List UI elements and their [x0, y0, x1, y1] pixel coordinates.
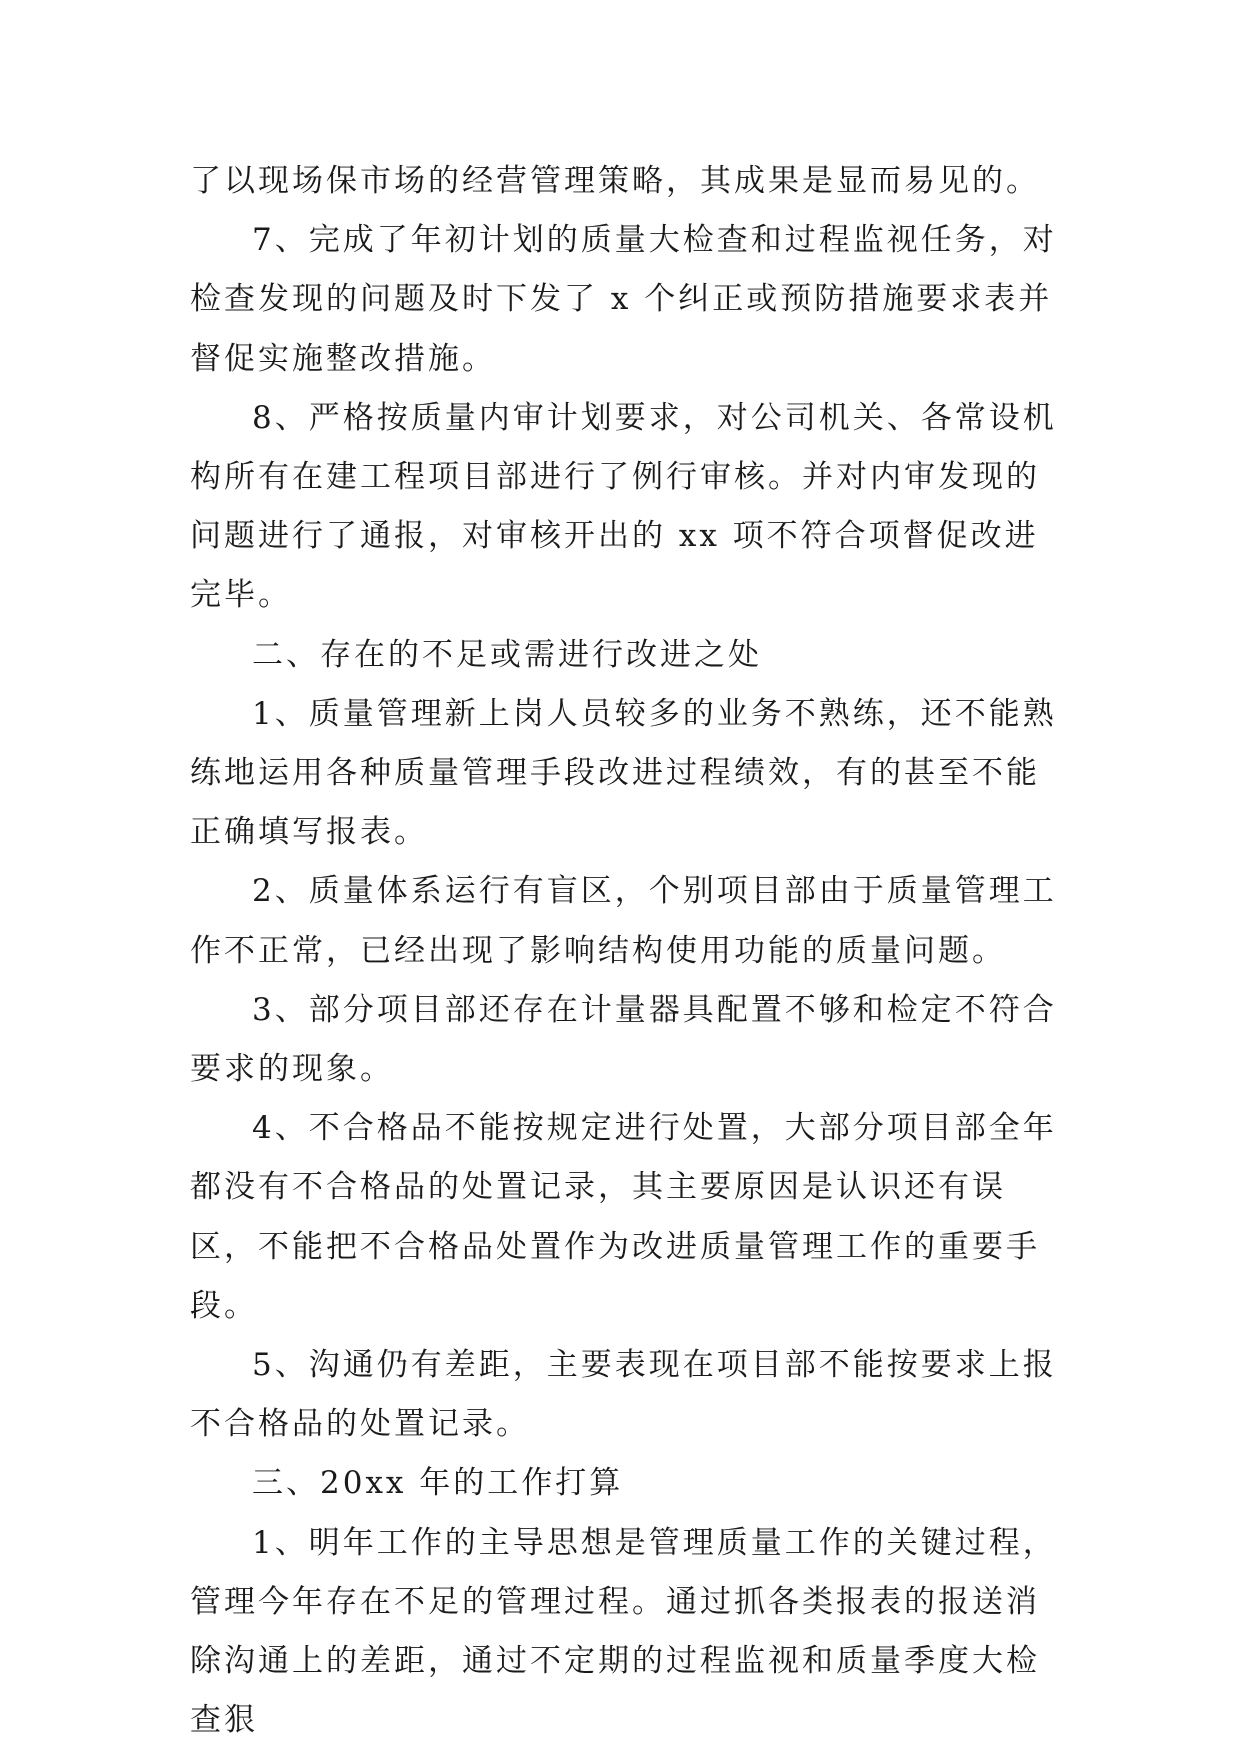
- section-heading-plans: 三、20xx 年的工作打算: [252, 1465, 624, 1502]
- section-heading-shortcomings: 二、存在的不足或需进行改进之处: [252, 636, 762, 673]
- document-body: [190, 152, 1060, 1750]
- paragraph-shortcoming-3: 3、部分项目部还存在计量器具配置不够和检定不符合要求的现象。: [190, 991, 1057, 1088]
- paragraph-item-8: 8、严格按质量内审计划要求，对公司机关、各常设机构所有在建工程项目部进行了例行审核。并对内审发现的问题进行了通报，对审核开出的 xx 项不符合项督促改进完毕。: [190, 399, 1057, 614]
- paragraph-plan-1: 1、明年工作的主导思想是管理质量工作的关键过程，管理今年存在不足的管理过程。通过抓各类报表的报送消除沟通上的差距，通过不定期的过程监视和质量季度大检查狠: [190, 1524, 1057, 1739]
- paragraph-shortcoming-4: 4、不合格品不能按规定进行处置，大部分项目部全年都没有不合格品的处置记录，其主要原因是认识还有误区，不能把不合格品处置作为改进质量管理工作的重要手段。: [190, 1110, 1057, 1324]
- paragraph-shortcoming-5: 5、沟通仍有差距，主要表现在项目部不能按要求上报不合格品的处置记录。: [190, 1347, 1057, 1443]
- paragraph-item-7: 7、完成了年初计划的质量大检查和过程监视任务，对检查发现的问题及时下发了 x 个纠正或预防措施要求表并督促实施整改措施。: [190, 222, 1057, 377]
- paragraph-shortcoming-2: 2、质量体系运行有盲区，个别项目部由于质量管理工作不正常，已经出现了影响结构使用功能的质量问题。: [190, 873, 1057, 969]
- paragraph-continuation: 了以现场保市场的经营管理策略，其成果是显而易见的。: [190, 163, 1040, 199]
- paragraph-shortcoming-1: 1、质量管理新上岗人员较多的业务不熟练，还不能熟练地运用各种质量管理手段改进过程绩效，有的甚至不能正确填写报表。: [190, 695, 1057, 851]
